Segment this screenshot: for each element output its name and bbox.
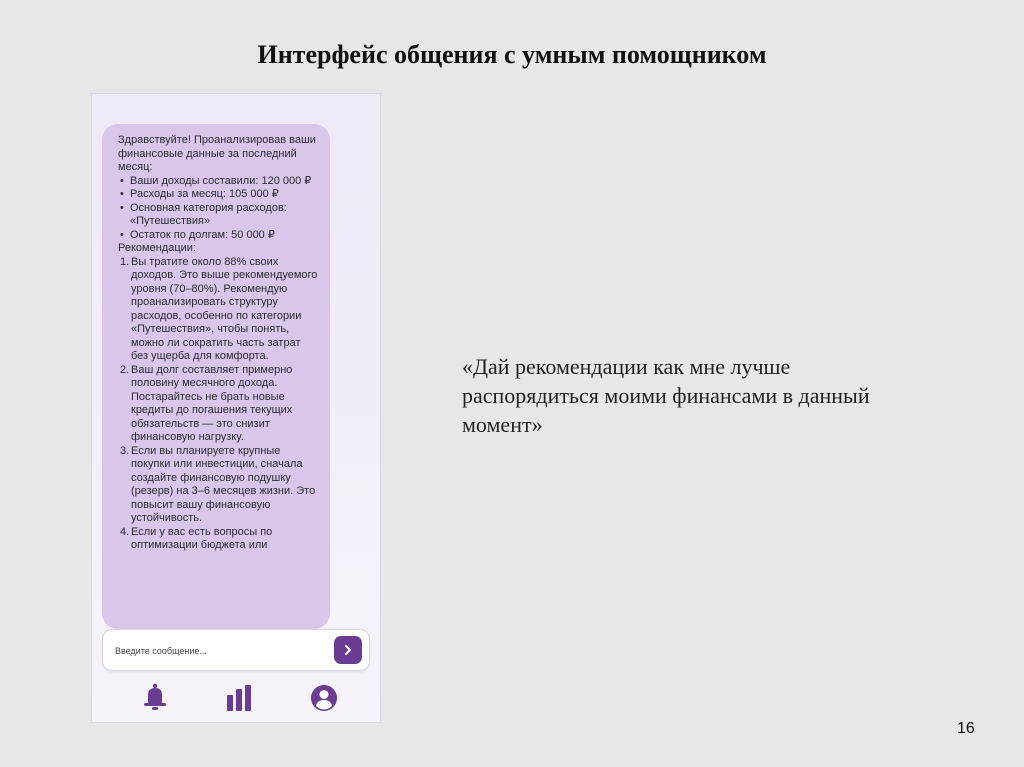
- recommendations-heading: Рекомендации:: [118, 242, 196, 254]
- user-profile-icon: [310, 684, 338, 712]
- recommendation-number: 4.: [120, 525, 130, 538]
- fact-item: • Остаток по долгам: 50 000 ₽: [118, 229, 318, 243]
- message-input-bar: [102, 629, 370, 671]
- recommendations-list: [118, 256, 318, 553]
- assistant-message-bubble: [102, 124, 330, 629]
- fact-item: • Ваши доходы составили: 120 000 ₽: [118, 175, 318, 189]
- recommendation-item: [118, 526, 318, 553]
- bar-chart-icon: [225, 685, 253, 711]
- recommendation-number: 2.: [120, 363, 130, 376]
- recommendation-item: [118, 364, 318, 445]
- message-input[interactable]: [113, 641, 327, 661]
- phone-screen: [91, 93, 381, 723]
- recommendation-text: Если вы планируете крупные покупки или инвестиции, сначала создайте финансовую подушку (резерв) на 3–6 месяцев жизни. Это повысит вашу финансовую устойчивость.: [131, 444, 316, 524]
- message-intro: Здравствуйте! Проанализировав ваши финансовые данные за последний месяц:: [118, 134, 316, 173]
- chevron-right-icon: [342, 644, 354, 656]
- recommendation-item: [118, 445, 318, 526]
- recommendation-text: Если у вас есть вопросы по оптимизации бюджета или: [131, 525, 273, 551]
- nav-analytics[interactable]: [221, 682, 257, 714]
- recommendation-number: 3.: [120, 444, 130, 457]
- fact-item: • Расходы за месяц: 105 000 ₽: [118, 188, 318, 202]
- nav-profile[interactable]: [306, 682, 342, 714]
- recommendation-text: Ваш долг составляет примерно половину месячного дохода. Постарайтесь не брать новые кредиты до погашения текущих обязательств — это снизит финансовую нагрузку.: [131, 363, 293, 443]
- nav-notifications[interactable]: [137, 682, 173, 714]
- send-button[interactable]: [334, 636, 362, 664]
- slide-title: Интерфейс общения с умным помощником: [257, 40, 767, 69]
- bell-icon: [142, 683, 168, 713]
- recommendation-text: Вы тратите около 88% своих доходов. Это выше рекомендуемого уровня (70–80%). Рекомендую проанализировать структуру расходов, особенно по категории «Путешествия», чтобы понять, можно ли сократить часть затрат без ущерба для комфорта.: [131, 255, 318, 362]
- recommendation-number: 1.: [120, 255, 130, 268]
- fact-item: • Основная категория расходов: «Путешествия»: [118, 202, 318, 229]
- bottom-nav: [92, 682, 382, 718]
- recommendation-item: [118, 256, 318, 364]
- page-number: 16: [957, 720, 975, 737]
- facts-list: [118, 175, 318, 243]
- user-request-quote: «Дай рекомендации как мне лучше распорядиться моими финансами в данный момент»: [462, 354, 870, 437]
